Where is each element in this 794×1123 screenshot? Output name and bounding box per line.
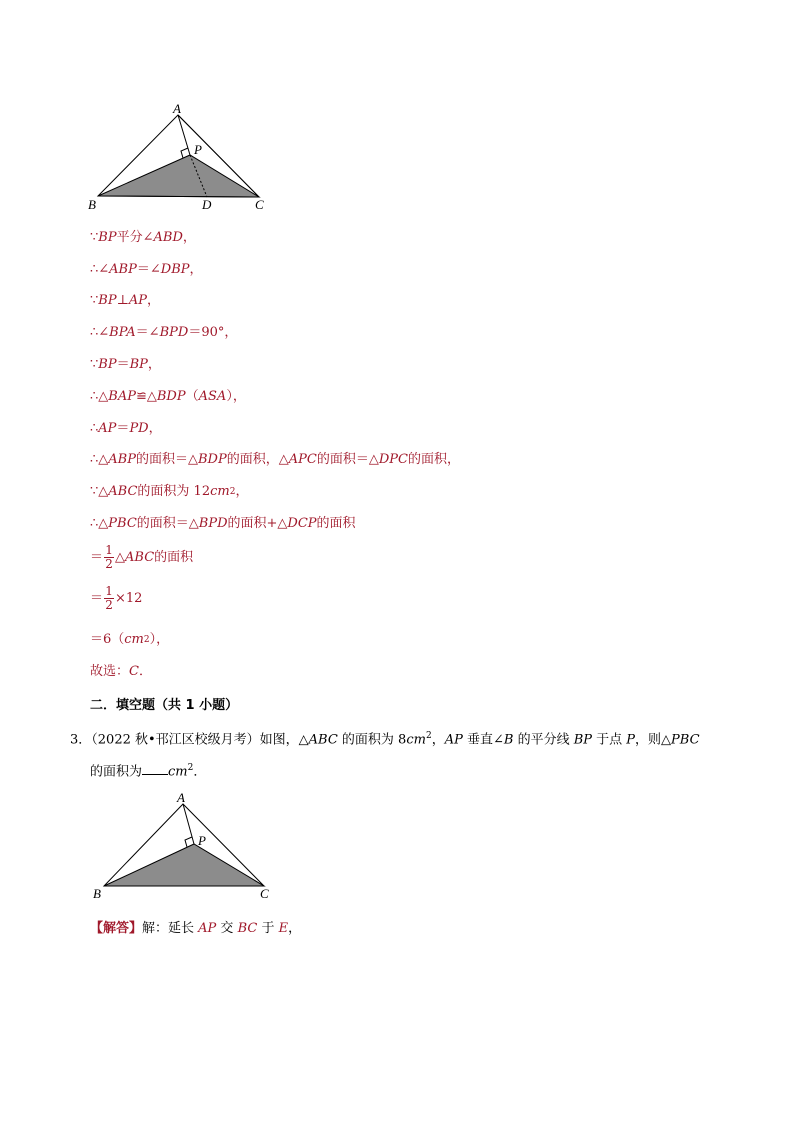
solution-line-4 <box>90 324 237 342</box>
math: cm <box>168 764 188 780</box>
text: 垂直∠ <box>462 732 504 748</box>
label-p: P <box>198 833 206 848</box>
solution-line-8 <box>90 451 460 469</box>
text: ∴△ <box>90 516 109 531</box>
math: P <box>626 732 636 748</box>
math: ABC <box>125 549 155 565</box>
text: ， <box>431 732 445 748</box>
exponent: 2 <box>187 763 194 773</box>
math: BP <box>573 732 593 748</box>
text: 的面积＝△ <box>135 452 198 467</box>
text: ∴△ <box>90 452 109 467</box>
text: ＝∠ <box>136 262 161 277</box>
solution-line-1 <box>90 229 196 247</box>
math: ABP <box>108 452 136 467</box>
text: 故选： <box>90 664 130 679</box>
math: PD <box>129 421 149 436</box>
text: 于 <box>257 921 279 936</box>
text: ＝90°， <box>188 325 238 340</box>
solution-line-5 <box>90 356 161 374</box>
math: BP <box>98 230 117 245</box>
denominator: 2 <box>105 598 113 612</box>
text: ∵ <box>90 230 99 245</box>
solution-line-13 <box>90 631 169 649</box>
label-b: B <box>93 886 101 901</box>
math: BP <box>129 357 148 372</box>
math: ASA <box>198 389 227 404</box>
math: ABD <box>153 230 183 245</box>
fraction-half <box>104 585 114 612</box>
text: 的面积 <box>154 549 194 565</box>
text: ， <box>189 262 203 277</box>
math: cm <box>124 632 144 647</box>
text: 的面积+△ <box>227 516 288 531</box>
solution-line-6 <box>90 388 246 406</box>
text: ＝6（ <box>90 632 125 647</box>
text: （ <box>185 389 199 404</box>
text: ∵△ <box>90 484 109 499</box>
text: ⊥ <box>116 293 129 308</box>
math: BP <box>98 357 117 372</box>
triangle-figure-1 <box>0 0 794 220</box>
math: AP <box>198 921 217 936</box>
solution-line-11 <box>90 544 193 571</box>
math: APC <box>288 452 317 467</box>
label-c: C <box>260 886 269 901</box>
text: ≌△ <box>135 389 157 404</box>
math: AP <box>128 293 147 308</box>
text: ＝ <box>116 421 130 436</box>
question-line-1 <box>70 727 700 749</box>
solution-line-2 <box>90 261 203 279</box>
text: ， <box>146 293 160 308</box>
text: ∴△ <box>90 389 109 404</box>
solution-line-10 <box>90 515 356 533</box>
text: 的面积， <box>407 452 460 467</box>
math: BAP <box>108 389 136 404</box>
math: BPD <box>198 516 228 531</box>
text: 的面积为 12 <box>137 484 211 499</box>
exponent: 2 <box>425 731 432 741</box>
math: B <box>503 732 514 748</box>
numerator: 1 <box>105 543 113 557</box>
fraction-half <box>104 544 114 571</box>
triangle-figure-2 <box>0 790 794 910</box>
text: 3．（2022 秋•邗江区校级月考）如图，△ <box>70 732 309 748</box>
text: ∴∠ <box>90 325 110 340</box>
shaded-triangle-pbc <box>98 155 259 197</box>
math: ABC <box>108 484 138 499</box>
text: ， <box>288 921 302 936</box>
solution-line-12 <box>90 585 142 612</box>
text: 的面积为 8 <box>337 732 407 748</box>
text: 的面积＝△ <box>136 516 199 531</box>
math: DPC <box>378 452 408 467</box>
answer-blank <box>142 762 168 775</box>
math: PBC <box>108 516 137 531</box>
label-b: B <box>88 197 96 212</box>
exponent: 2 <box>229 487 236 497</box>
text: ， <box>235 484 249 499</box>
exponent: 2 <box>143 635 150 645</box>
question-line-2 <box>90 759 206 781</box>
text: ． <box>193 764 207 780</box>
text: 于点 <box>592 732 627 748</box>
text: ∴ <box>90 421 99 436</box>
math: C <box>129 664 139 679</box>
math: AP <box>444 732 463 748</box>
text: 的面积为 <box>90 764 143 780</box>
text: ＝ <box>90 549 104 565</box>
text: ， <box>148 421 162 436</box>
shaded-triangle-pbc <box>104 844 264 886</box>
text: 交 <box>216 921 238 936</box>
label-c: C <box>255 197 264 212</box>
math: BPA <box>109 325 136 340</box>
math: ABC <box>308 732 338 748</box>
text: ∴∠ <box>90 262 110 277</box>
text: ， <box>182 230 196 245</box>
denominator: 2 <box>105 557 113 571</box>
solution-line-3 <box>90 292 160 310</box>
math: ABP <box>109 262 137 277</box>
math: BPD <box>159 325 189 340</box>
text: 的平分线 <box>513 732 574 748</box>
text: ， <box>147 357 161 372</box>
solution-line-9 <box>90 483 248 501</box>
text: 平分∠ <box>116 230 154 245</box>
text: 的面积＝△ <box>316 452 379 467</box>
math: BDP <box>197 452 227 467</box>
math: AP <box>98 421 117 436</box>
solution-line-7 <box>90 420 162 438</box>
math: PBC <box>671 732 700 748</box>
text: △ <box>115 549 126 565</box>
text: ×12 <box>115 590 143 606</box>
text: 的面积 <box>316 516 356 531</box>
text: 的面积，△ <box>226 452 289 467</box>
text: ）， <box>226 389 246 404</box>
text: ∵ <box>90 293 99 308</box>
section-title: 二．填空题（共 1 小题） <box>90 698 239 713</box>
math: cm <box>406 732 426 748</box>
label-a: A <box>173 101 181 116</box>
math: BP <box>98 293 117 308</box>
label-p: P <box>194 142 202 157</box>
math: E <box>278 921 289 936</box>
math: BDP <box>156 389 186 404</box>
numerator: 1 <box>105 584 113 598</box>
answer-tag: 【解答】 <box>90 921 143 936</box>
label-a: A <box>177 790 185 805</box>
text: ，则△ <box>635 732 672 748</box>
text: ＝ <box>90 590 104 606</box>
math: cm <box>210 484 230 499</box>
text: 解：延长 <box>142 921 199 936</box>
text: ）， <box>149 632 170 647</box>
math: DBP <box>160 262 190 277</box>
text: ． <box>138 664 152 679</box>
math: BC <box>237 921 258 936</box>
answer-line <box>90 917 301 936</box>
math: DCP <box>287 516 317 531</box>
solution-line-14 <box>90 663 152 681</box>
label-d: D <box>202 197 212 212</box>
text: ＝ <box>116 357 130 372</box>
text: ∵ <box>90 357 99 372</box>
text: ＝∠ <box>135 325 160 340</box>
